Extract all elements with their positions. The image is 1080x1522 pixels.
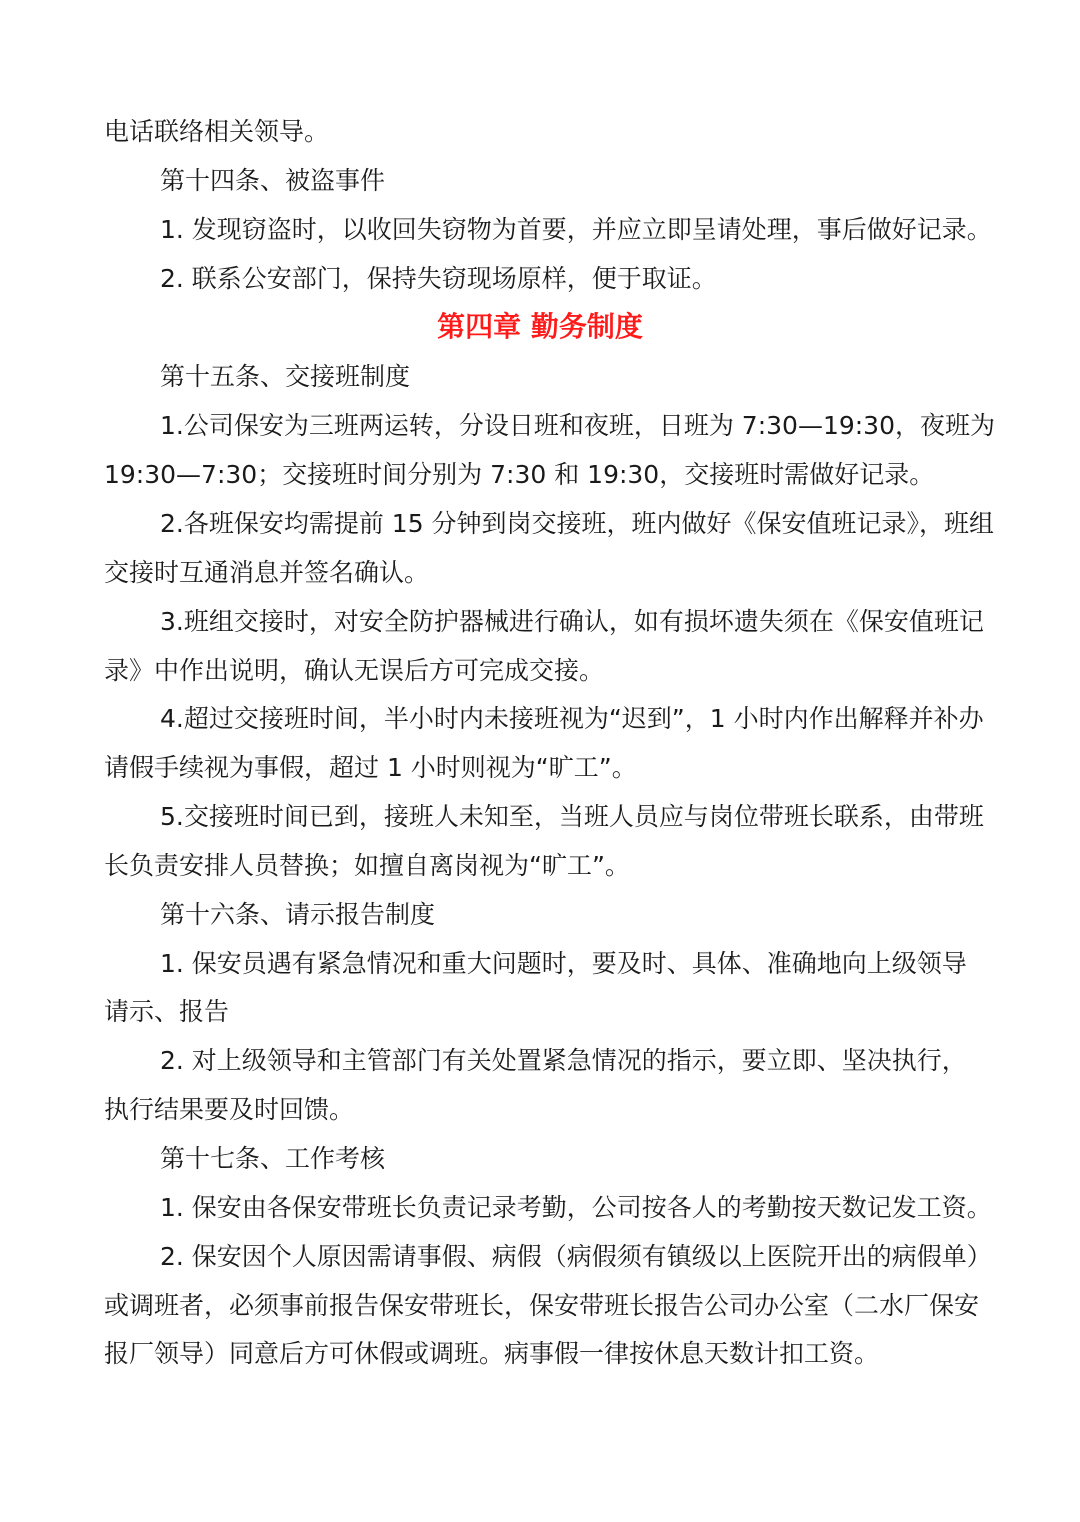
- text-line: 2.各班保安均需提前 15 分钟到岗交接班，班内做好《保安值班记录》，班组: [160, 509, 995, 538]
- text-line: 交接时互通消息并签名确认。: [104, 558, 430, 587]
- text-line: 请假手续视为事假，超过 1 小时则视为“旷工”。: [104, 753, 637, 782]
- text-line: 1.公司保安为三班两运转，分设日班和夜班，日班为 7:30—19:30，夜班为: [160, 411, 995, 440]
- text-line: 2. 对上级领导和主管部门有关处置紧急情况的指示，要立即、坚决执行，: [160, 1046, 967, 1075]
- text-line: 或调班者，必须事前报告保安带班长，保安带班长报告公司办公室（二水厂保安: [104, 1291, 980, 1320]
- chapter-heading: 第四章 勤务制度: [437, 310, 643, 343]
- article-16-title: 第十六条、请示报告制度: [160, 900, 436, 929]
- text-line: 长负责安排人员替换；如擅自离岗视为“旷工”。: [104, 851, 630, 880]
- article-14-title: 第十四条、被盗事件: [160, 166, 386, 195]
- text-line: 录》中作出说明，确认无误后方可完成交接。: [104, 656, 605, 685]
- text-line: 4.超过交接班时间，半小时内未接班视为“迟到”，1 小时内作出解释并补办: [160, 704, 984, 733]
- text-line: 19:30—7:30；交接班时间分别为 7:30 和 19:30，交接班时需做好记录。: [104, 460, 935, 489]
- text-line: 5.交接班时间已到，接班人未知至，当班人员应与岗位带班长联系，由带班: [160, 802, 984, 831]
- text-line: 2. 联系公安部门，保持失窃现场原样，便于取证。: [160, 264, 717, 293]
- text-line: 1. 发现窃盗时，以收回失窃物为首要，并应立即呈请处理，事后做好记录。: [160, 215, 992, 244]
- text-line: 电话联络相关领导。: [104, 117, 330, 146]
- text-line: 1. 保安由各保安带班长负责记录考勤，公司按各人的考勤按天数记发工资。: [160, 1193, 992, 1222]
- text-line: 2. 保安因个人原因需请事假、病假（病假须有镇级以上医院开出的病假单）: [160, 1242, 992, 1271]
- text-line: 执行结果要及时回馈。: [104, 1095, 355, 1124]
- text-line: 请示、报告: [104, 997, 230, 1026]
- article-17-title: 第十七条、工作考核: [160, 1144, 386, 1173]
- text-line: 1. 保安员遇有紧急情况和重大问题时，要及时、具体、准确地向上级领导: [160, 949, 967, 978]
- text-line: 3.班组交接时，对安全防护器械进行确认，如有损坏遗失须在《保安值班记: [160, 607, 984, 636]
- article-15-title: 第十五条、交接班制度: [160, 362, 411, 391]
- text-line: 报厂领导）同意后方可休假或调班。病事假一律按休息天数计扣工资。: [104, 1339, 880, 1368]
